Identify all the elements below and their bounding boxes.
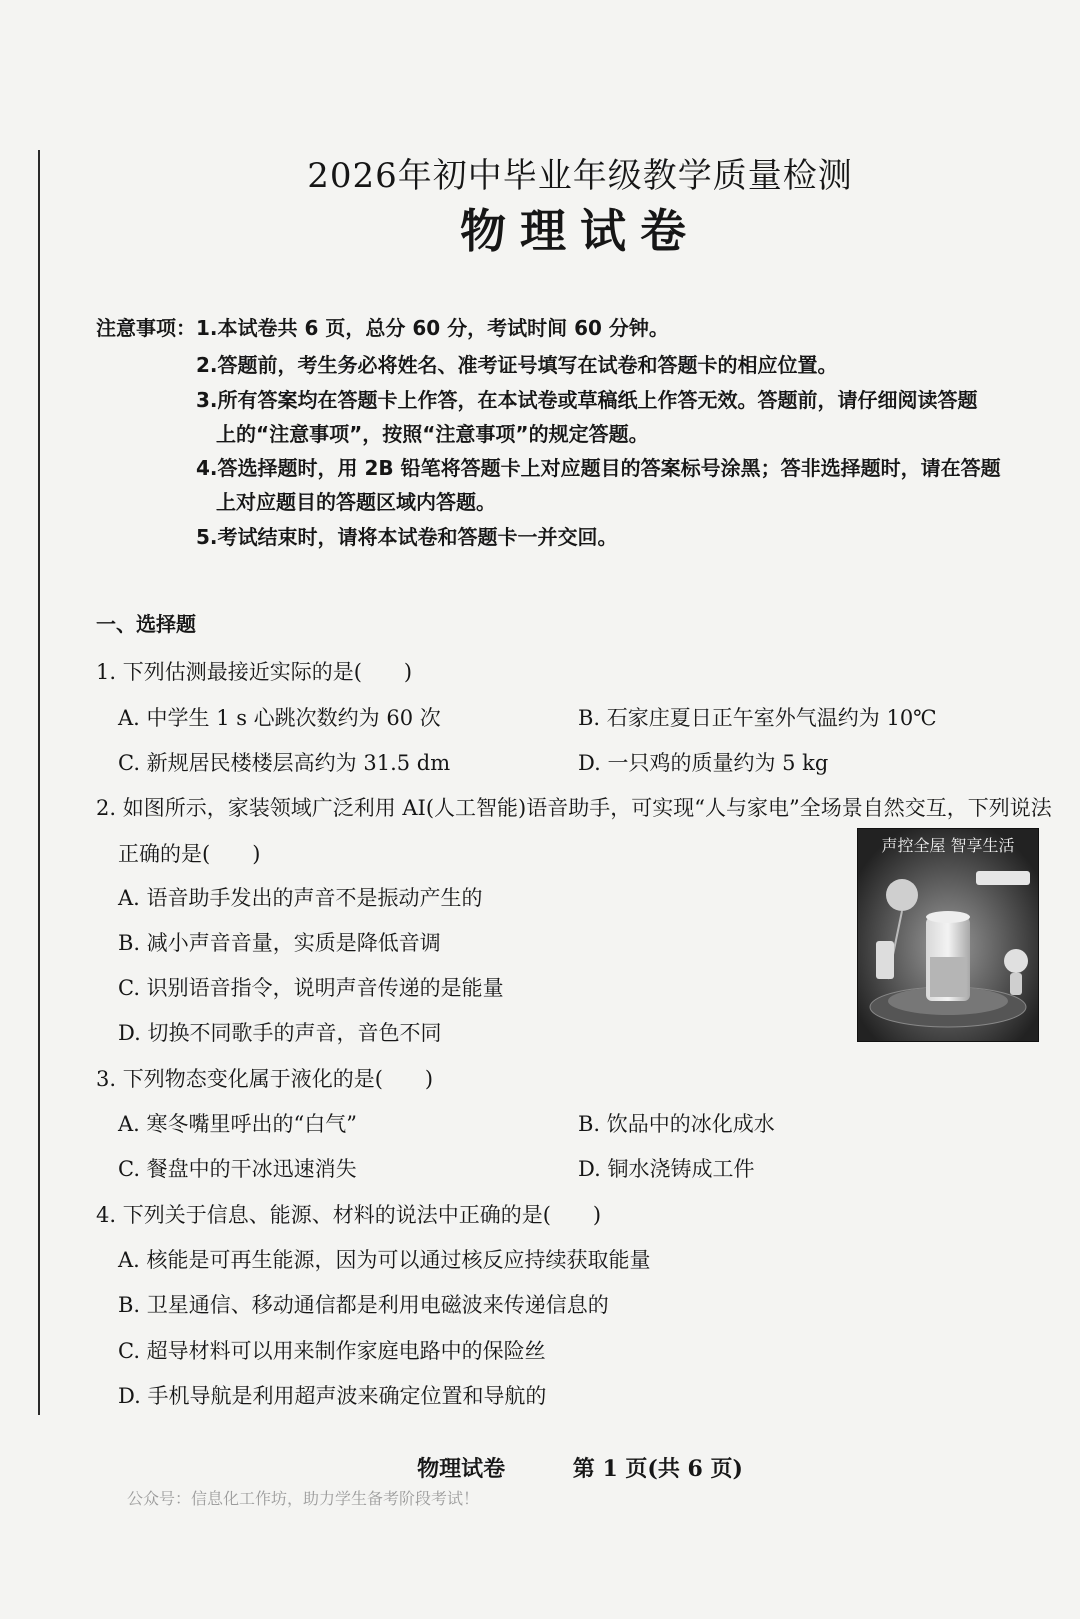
- binding-margin-line: [38, 150, 40, 1415]
- notice-item: 2.答题前，考生务必将姓名、准考证号填写在试卷和答题卡的相应位置。: [196, 353, 838, 377]
- question-4-stem: 4. 下列关于信息、能源、材料的说法中正确的是( ): [96, 1203, 602, 1227]
- question-2-option-a: A. 语音助手发出的声音不是振动产生的: [118, 886, 483, 910]
- question-3-option-a: A. 寒冬嘴里呼出的“白气”: [118, 1112, 357, 1136]
- question-3-option-b: B. 饮品中的冰化成水: [578, 1112, 775, 1136]
- footer-subject: 物理试卷: [417, 1456, 506, 1482]
- figure-caption: 声控全屋 智享生活: [881, 836, 1015, 855]
- question-3-option-c: C. 餐盘中的干冰迅速消失: [118, 1157, 357, 1181]
- question-2-option-c: C. 识别语音指令，说明声音传递的是能量: [118, 976, 504, 1000]
- notice-label: 注意事项：: [96, 316, 196, 340]
- watermark-text: 公众号：信息化工作坊，助力学生备考阶段考试！: [127, 1489, 480, 1508]
- notice-item-cont: 上的“注意事项”，按照“注意事项”的规定答题。: [216, 422, 649, 446]
- question-1-option-a: A. 中学生 1 s 心跳次数约为 60 次: [118, 706, 441, 730]
- exam-title: 2026年初中毕业年级教学质量检测: [307, 156, 853, 196]
- question-4-option-b: B. 卫星通信、移动通信都是利用电磁波来传递信息的: [118, 1293, 609, 1317]
- question-2-stem: 2. 如图所示，家装领域广泛利用 AI(人工智能)语音助手，可实现“人与家电”全场景自然交互，下列说法: [96, 796, 1052, 820]
- question-1-stem: 1. 下列估测最接近实际的是( ): [96, 660, 413, 684]
- question-1-option-c: C. 新规居民楼楼层高约为 31.5 dm: [118, 751, 451, 775]
- subject-title: 物理试卷: [460, 204, 700, 258]
- page-footer: [0, 1452, 1080, 1483]
- section-title: 一、选择题: [96, 612, 196, 636]
- question-1-option-d: D. 一只鸡的质量约为 5 kg: [578, 751, 829, 775]
- question-3-option-d: D. 铜水浇铸成工件: [578, 1157, 755, 1181]
- notice-item: 1.本试卷共 6 页，总分 60 分，考试时间 60 分钟。: [196, 316, 669, 340]
- question-3-stem: 3. 下列物态变化属于液化的是( ): [96, 1067, 434, 1091]
- question-2-option-d: D. 切换不同歌手的声音，音色不同: [118, 1021, 442, 1045]
- question-2-option-b: B. 减小声音音量，实质是降低音调: [118, 931, 441, 955]
- notice-item-cont: 上对应题目的答题区域内答题。: [216, 490, 496, 514]
- smart-home-photo: [857, 828, 1039, 1042]
- notice-item: 4.答选择题时，用 2B 铅笔将答题卡上对应题目的答案标号涂黑；答非选择题时，请在答题: [196, 456, 1001, 480]
- footer-page-number: 第 1 页(共 6 页): [572, 1456, 743, 1482]
- question-1-option-b: B. 石家庄夏日正午室外气温约为 10℃: [578, 706, 937, 730]
- question-2-stem-cont: 正确的是( ): [118, 842, 261, 866]
- question-4-option-d: D. 手机导航是利用超声波来确定位置和导航的: [118, 1384, 547, 1408]
- notice-item: 5.考试结束时，请将本试卷和答题卡一并交回。: [196, 525, 618, 549]
- notice-item: 3.所有答案均在答题卡上作答，在本试卷或草稿纸上作答无效。答题前，请仔细阅读答题: [196, 388, 978, 412]
- question-4-option-c: C. 超导材料可以用来制作家庭电路中的保险丝: [118, 1339, 546, 1363]
- smart-speaker-illustration: [858, 829, 1038, 1041]
- question-4-option-a: A. 核能是可再生能源，因为可以通过核反应持续获取能量: [118, 1248, 651, 1272]
